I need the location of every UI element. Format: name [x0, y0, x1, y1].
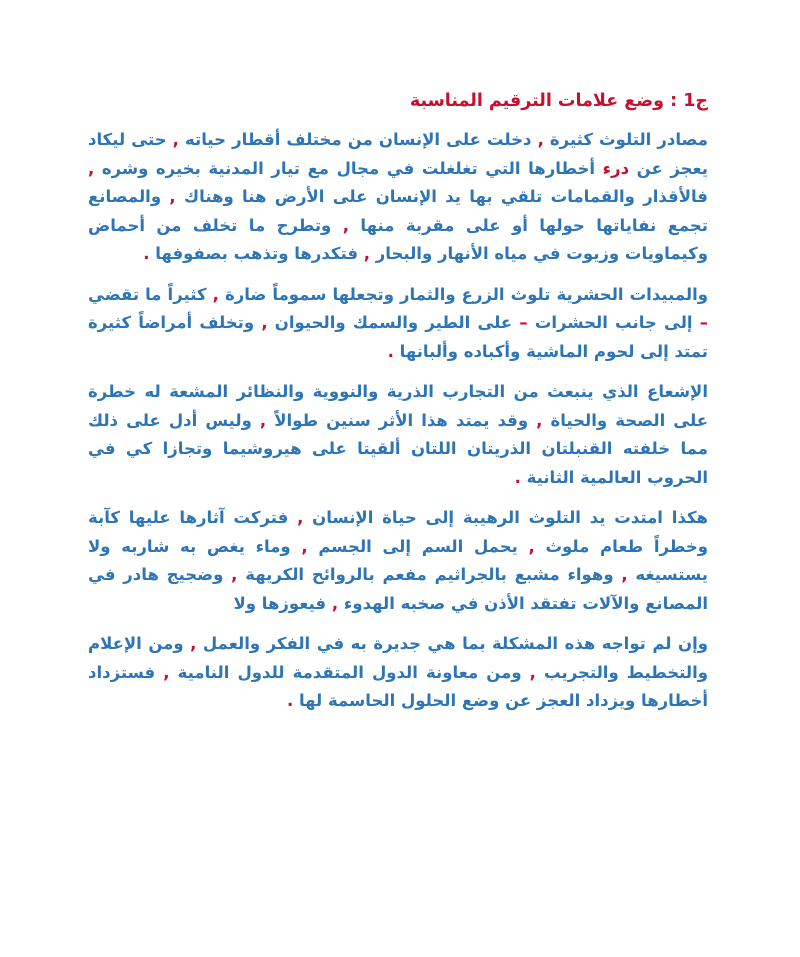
text-run: وهواء مشبع بالجراثيم مفعم بالروائح الكريهة — [237, 565, 622, 584]
punctuation-mark: درء — [602, 158, 630, 178]
text-run: والمصانع تجمع نفاياتها حولها أو على مقربة منها — [88, 187, 708, 235]
text-run: فتركت آثارها عليها كآبة وخطراً طعام ملوث — [88, 508, 708, 556]
punctuation-mark: , — [190, 634, 197, 653]
text-run: الإشعاع الذي ينبعث من التجارب الذرية والنووية والنظائر المشعة له خطرة على الصحة والحياة — [88, 382, 708, 430]
punctuation-mark: . — [286, 691, 294, 710]
punctuation-mark: – — [699, 313, 708, 332]
punctuation-mark: , — [261, 313, 268, 332]
text-run: على الطير والسمك والحيوان — [267, 313, 520, 332]
punctuation-mark: , — [297, 508, 304, 527]
punctuation-mark: , — [169, 187, 176, 206]
punctuation-mark: , — [536, 410, 543, 430]
text-run: فتكدرها وتذهب بصفوفها — [149, 244, 364, 263]
punctuation-mark: , — [259, 410, 267, 430]
text-run: فستزداد أخطارها ويزداد العجز عن وضع الحلول الحاسمة لها — [88, 662, 708, 710]
text-run: وضجيج هادر في المصانع والآلات تفتقد الأذن في صخبه الهدوء — [88, 565, 708, 613]
paragraph-4 — [88, 504, 708, 618]
paragraph-3 — [88, 378, 708, 492]
punctuation-mark: , — [163, 662, 170, 682]
punctuation-mark: , — [363, 244, 371, 263]
punctuation-mark: . — [143, 244, 150, 263]
punctuation-mark: , — [88, 158, 95, 178]
punctuation-mark: , — [301, 536, 308, 556]
text-run: فيعوزها ولا — [233, 593, 332, 613]
text-run: والمبيدات الحشرية تلوث الزرع والثمار وتجعلها سموماً ضارة — [218, 284, 709, 304]
punctuation-mark: , — [231, 565, 238, 584]
text-run: فالأقذار والقمامات تلقي بها يد الإنسان على الأرض هنا وهناك — [175, 187, 708, 206]
punctuation-mark: , — [331, 593, 339, 613]
text-run: وليس أدل على ذلك مما خلفته القنبلتان الذريتان اللتان ألقيتا على هيروشيما وتجازا كي في الحروب العالمية الثانية — [88, 410, 708, 487]
punctuation-mark: , — [212, 284, 219, 304]
text-run: ومن الإعلام والتخطيط والتجريب — [88, 634, 708, 682]
punctuation-mark: , — [621, 565, 628, 584]
text-run: وتطرح ما تخلف من أحماض وكيماويات وزيوت في مياه الأنهار والبحار — [88, 215, 708, 263]
question-title: ج1 : وضع علامات الترقيم المناسبة — [409, 91, 708, 111]
punctuation-mark: , — [342, 215, 349, 235]
punctuation-mark: . — [387, 341, 394, 361]
text-run: كثيراً ما تقضي — [88, 284, 213, 304]
text-run: مصادر التلوث كثيرة — [543, 130, 709, 149]
text-run: أخطارها التي تغلغلت في مجال مع تيار المدنية بخيره وشره — [94, 158, 603, 178]
answer-section — [88, 86, 708, 728]
text-run: يحمل السم إلى الجسم — [307, 536, 529, 556]
paragraph-2 — [88, 281, 708, 367]
punctuation-mark: , — [537, 130, 544, 149]
paragraph-1 — [88, 126, 708, 269]
punctuation-mark: , — [172, 130, 179, 149]
text-run: وتخلف أمراضاً كثيرة تمتد إلى لحوم الماشية وأكباده وألبانها — [88, 313, 708, 361]
punctuation-mark: . — [514, 467, 521, 487]
text-run: وماء يغص به شاربه ولا يستسيغه — [88, 536, 708, 584]
text-run: حتى ليكاد يعجز عن — [88, 130, 709, 178]
text-run: وقد يمتد هذا الأثر سنين طوالاً — [266, 410, 537, 430]
text-run: وإن لم تواجه هذه المشكلة بما هي جديرة به في الفكر والعمل — [196, 634, 708, 653]
text-run: ومن معاونة الدول المتقدمة للدول النامية — [169, 662, 530, 682]
text-run: إلى جانب الحشرات — [527, 313, 700, 332]
text-run: هكذا امتدت يد التلوث الرهيبة إلى حياة الإنسان — [303, 508, 708, 527]
paragraph-5 — [88, 630, 708, 716]
punctuation-mark: – — [519, 313, 528, 332]
punctuation-mark: , — [529, 662, 536, 682]
punctuation-mark: , — [528, 536, 535, 556]
text-run: دخلت على الإنسان من مختلف أقطار حياته — [178, 130, 538, 149]
